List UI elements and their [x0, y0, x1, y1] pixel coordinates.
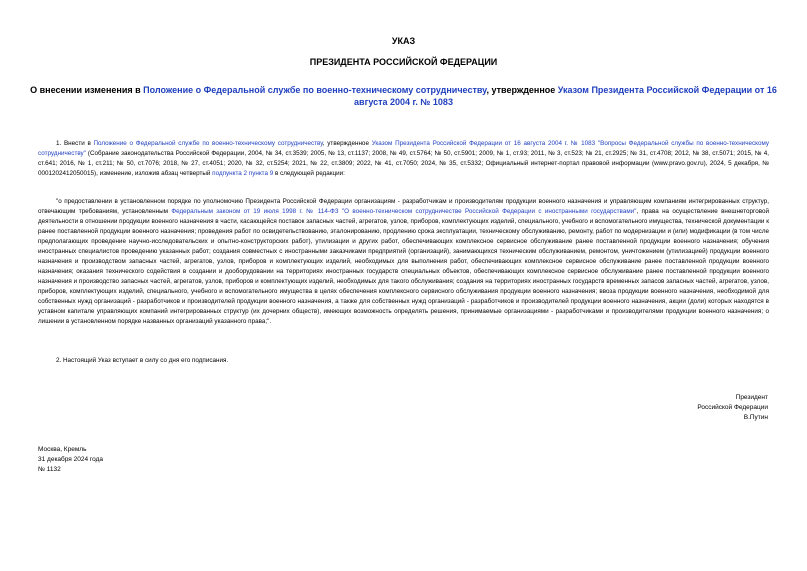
decree-heading: УКАЗ — [391, 36, 416, 46]
paragraph-2: 2. Настоящий Указ вступает в силу со дня его подписания. — [56, 357, 229, 364]
decree-title — [30, 84, 777, 108]
paragraph-quoted-amendment — [38, 197, 769, 327]
p1-text-2: , утвержденное — [322, 140, 372, 147]
p1-link-regulation[interactable]: Положение о Федеральной службе по военно-техническому сотрудничеству — [93, 140, 323, 147]
decree-number: № 1132 — [38, 466, 61, 473]
signature-country: Российской Федерации — [697, 404, 768, 411]
title-text-pre: О внесении изменения в — [30, 85, 144, 95]
place-date-block — [38, 445, 103, 475]
p1-text-1: 1. Внести в — [56, 140, 94, 147]
p2-text-2: , права на осуществление внешнеторговой деятельности в отношении продукции военного назначения в части, касающейся поставок запасных частей, агрегатов, узлов, приборов, комплектующих изделий, специального, учебного и вспомогательного имущества, технической документации к ранее поставленной продукции военного назначения; проведения работ по освидетельствованию, эталонированию, продлению срока эксплуатации, техническому обслуживанию, ремонту, работ по модернизации и (или) модификации (в том числе предполагающих проведение научно-исследовательских и опытно-конструкторских работ), утилизации и других работ, обеспечивающих комплексное сервисное обслуживание ранее поставленной продукции военного назначения; обучения иностранных специалистов проведению указанных работ; создания совместных с иностранными заказчиками предприятий (организаций), занимающихся техническим обслуживанием, ремонтом, уничтожением (утилизацией) продукции военного назначения и производством запасных частей, агрегатов, узлов, приборов и комплектующих изделий, необходимых для выполнения работ, обеспечивающих комплексное сервисное обслуживание ранее поставленной продукции военного назначения; оказания технического содействия в создании и дооборудовании на территориях иностранных государств специальных объектов, обеспечивающих комплексное сервисное обслуживание ранее поставленной продукции военного назначения и производство запасных частей, агрегатов, узлов, приборов и комплектующих изделий, необходимых для такого обслуживания; создания на территориях иностранных государств временных запасов запасных частей, агрегатов, узлов, приборов, комплектующих изделий, специального, учебного и вспомогательного имущества в целях обеспечения комплексного сервисного обслуживания продукции военного назначения; ввоза продукции военного назначения, необходимой для собственных нужд организаций - разработчиков и производителей продукции военного назначения, а также для собственных нужд организаций - разработчиков и производителей продукции военного назначения, акции (доли) которых находятся в уставном капитале управляющих компаний интегрированных структур (их дочерних обществ), имеющих возможность определять решения, принимаемые организациями - разработчиками и производителями продукции военного назначения; о лишении в установленном порядке названных организаций указанного права;". — [38, 208, 769, 325]
title-link-decree[interactable]: Указом Президента Российской Федерации от 16 августа 2004 г. № 1083 — [354, 85, 777, 107]
signature-title: Президент — [735, 394, 768, 401]
paragraph-1 — [38, 139, 769, 179]
p1-text-3: (Собрание законодательства Российской Федерации, 2004, № 34, ст.3539; 2005, № 13, ст.1137; 2008, № 49, ст.5764; № 50, ст.5901; 2009, № 1, ст.93; 2011, № 3, ст.523; № 21, ст.2925; № 31, ст.4708; 2012, № 38, ст.5071; 2015, № 4, ст.641; 2016, № 1, ст.211; № 50, ст.7076; 2018, № 27, ст.4051; 2020, № 32, ст.5254; 2021, № 22, ст.3809; 2022, № 41, ст.7050; 2024, № 35, ст.5332; Официальный интернет-портал правовой информации (www.pravo.gov.ru), 2024, 5 декабря, № 0001202412050015), изменение, изложив абзац четвертый — [38, 150, 769, 177]
date-text: 31 декабря 2024 года — [38, 456, 104, 463]
p1-link-decree[interactable]: Указом Президента Российской Федерации от 16 августа 2004 г. № 1083 "Вопросы Федеральной службы по военно-техническому сотрудничеству" — [38, 140, 769, 157]
p2-text-1: "о предоставлении в установленном порядке по уполномочию Президента Российской Федерации организациям - разработчикам и производителям продукции военного назначения и управляющим компаниям интегрированных структур, отвечающим требованиям, установленным — [38, 198, 769, 215]
p1-link-subclause[interactable]: подпункта 2 пункта 9 — [212, 170, 274, 177]
p2-link-federal-law[interactable]: Федеральным законом от 19 июля 1998 г. № 114-ФЗ "О военно-техническом сотрудничестве Российской Федерации с иностранными государствами" — [171, 208, 637, 215]
title-text-mid: , утвержденное — [486, 85, 558, 95]
issuer-heading: ПРЕЗИДЕНТА РОССИЙСКОЙ ФЕДЕРАЦИИ — [309, 57, 498, 67]
place-text: Москва, Кремль — [38, 446, 87, 453]
title-link-regulation[interactable]: Положение о Федеральной службе по военно-техническому сотрудничеству — [143, 85, 487, 95]
signature-name: В.Путин — [743, 414, 768, 421]
p1-text-4: в следующей редакции: — [273, 170, 345, 177]
signature-block — [697, 393, 768, 423]
